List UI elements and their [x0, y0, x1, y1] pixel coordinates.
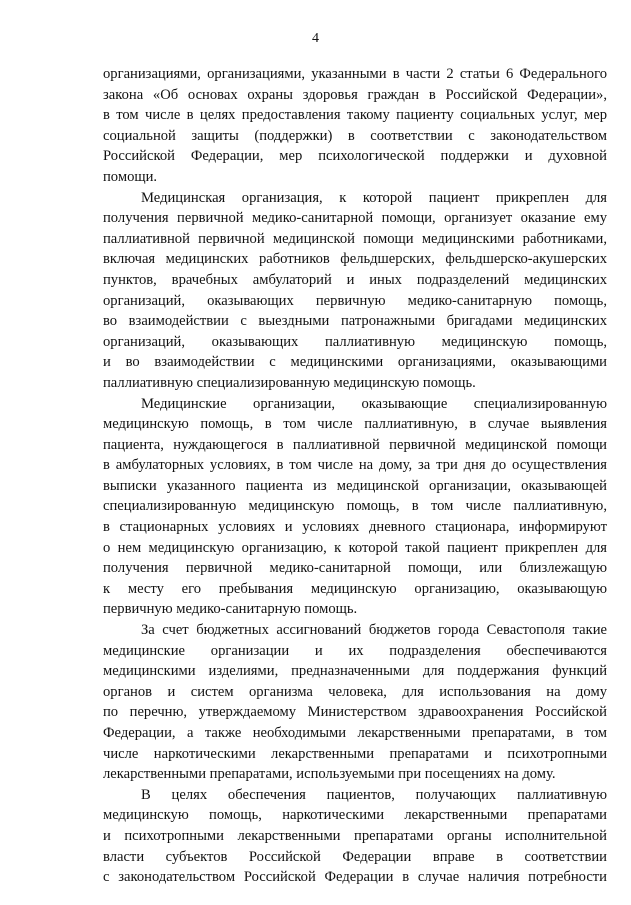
text-line: закона «Об основах охраны здоровья граждан в Российской Федерации»,	[103, 86, 607, 103]
text-line: и психотропными лекарственными препаратами органы исполнительной	[103, 827, 607, 844]
text-line: организаций, оказывающих первичную медико-санитарную помощь,	[103, 292, 607, 309]
text-line: и во взаимодействии с медицинскими организациями, оказывающими	[103, 354, 607, 371]
text-line: специализированную медицинскую помощь, в том числе паллиативную,	[103, 498, 607, 515]
text-line: помощи.	[103, 168, 158, 185]
text-line: В целях обеспечения пациентов, получающих паллиативную	[141, 786, 607, 803]
text-line: первичную медико-санитарную помощь.	[103, 601, 358, 618]
text-line: к месту его пребывания медицинскую организацию, оказывающую	[103, 580, 607, 597]
text-line: лекарственными препаратами, используемыми при посещениях на дому.	[103, 766, 556, 783]
text-line: Федерации, а также необходимыми лекарственными препаратами, в том	[103, 725, 607, 741]
text-line: власти субъектов Российской Федерации вправе в соответствии	[103, 848, 607, 865]
text-line: во взаимодействии с выездными патронажными бригадами медицинских	[103, 313, 607, 330]
text-line: в том числе в целях предоставления такому пациенту социальных услуг, мер	[103, 107, 607, 124]
text-line: включая медицинских работников фельдшерских, фельдшерско-акушерских	[103, 251, 607, 268]
text-line: получения первичной медико-санитарной помощи, организует оказание ему	[103, 210, 607, 227]
text-line: За счет бюджетных ассигнований бюджетов города Севастополя такие	[141, 622, 607, 639]
text-line: социальной защиты (поддержки) в соответствии с законодательством	[103, 127, 607, 144]
text-line: Медицинская организация, к которой пациент прикреплен для	[141, 189, 607, 206]
text-line: получения первичной медико-санитарной помощи, или близлежащую	[103, 560, 607, 577]
text-line: медицинскую помощь, в том числе паллиативную, в случае выявления	[103, 416, 607, 433]
text-line: организациями, организациями, указанными в части 2 статьи 6 Федерального	[103, 66, 607, 82]
text-line: организаций, оказывающих паллиативную медицинскую помощь,	[103, 333, 607, 350]
text-line: пациента, нуждающегося в паллиативной первичной медицинской помощи	[103, 436, 607, 453]
text-line: о нем медицинскую организацию, к которой такой пациент прикреплен для	[103, 539, 607, 556]
paragraph	[103, 620, 607, 785]
page-number: 4	[312, 31, 319, 46]
paragraph	[103, 785, 607, 888]
paragraph	[103, 394, 607, 621]
text-line: числе наркотическими лекарственными препаратами и психотропными	[103, 745, 607, 762]
text-line: паллиативной первичной медицинской помощи медицинскими работниками,	[103, 230, 607, 247]
text-line: Российской Федерации, мер психологической поддержки и духовной	[103, 148, 607, 165]
paragraph	[103, 64, 607, 188]
paragraph	[103, 188, 607, 394]
text-line: в амбулаторных условиях, в том числе на дому, за три дня до осуществления	[103, 457, 607, 474]
text-line: органов и систем организма человека, для использования на дому	[103, 683, 607, 700]
text-line: выписки указанного пациента из медицинской организации, оказывающей	[103, 477, 607, 494]
text-line: в стационарных условиях и условиях дневного стационара, информируют	[103, 519, 607, 536]
text-line: по перечню, утверждаемому Министерством здравоохранения Российской	[103, 704, 607, 721]
text-line: Медицинские организации, оказывающие специализированную	[141, 395, 607, 412]
document-body	[103, 64, 607, 888]
text-line: медицинскую помощь, наркотическими лекарственными препаратами	[103, 807, 607, 824]
text-line: пунктов, врачебных амбулаторий и иных подразделений медицинских	[103, 271, 607, 288]
text-line: паллиативную специализированную медицинскую помощь.	[103, 374, 476, 391]
text-line: с законодательством Российской Федерации в случае наличия потребности	[103, 869, 607, 886]
text-line: медицинскими изделиями, предназначенными для поддержания функций	[103, 663, 607, 680]
text-line: медицинские организации и их подразделения обеспечиваются	[103, 642, 607, 659]
